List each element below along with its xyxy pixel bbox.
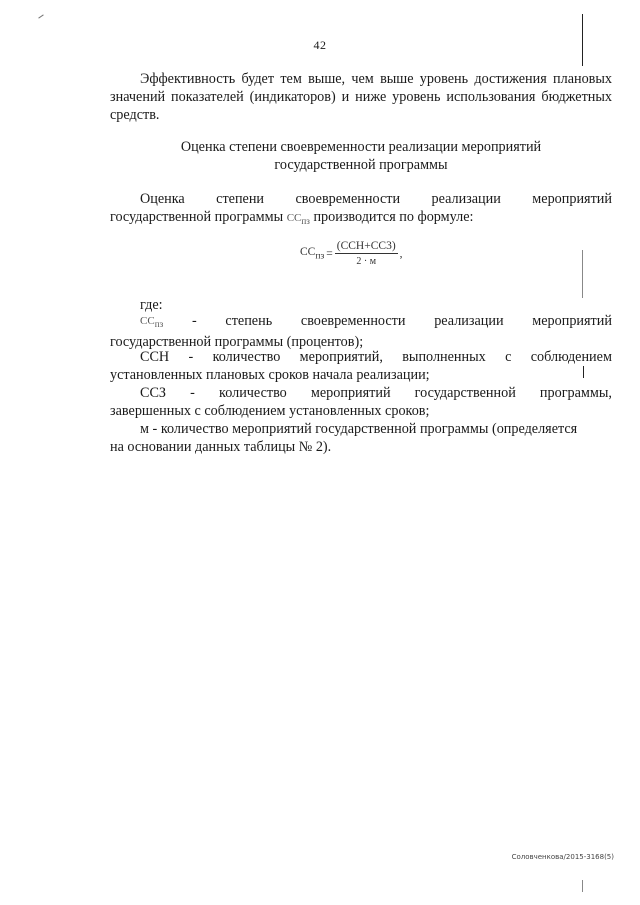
definition-dash: - — [190, 385, 195, 401]
formula-equals: = — [326, 247, 333, 260]
footer-stamp: Соловченкова/2015-3168(5) — [511, 853, 614, 861]
formula — [300, 240, 403, 267]
definition-ccn — [110, 348, 612, 384]
word: количество — [219, 385, 287, 401]
word: степени — [216, 191, 265, 207]
definition-ccn-row1 — [110, 348, 612, 366]
definition-cc — [110, 312, 612, 351]
word: программы, — [539, 385, 612, 401]
definition-symbol: м — [140, 421, 149, 437]
definition-m-row2: на основании данных таблицы № 2). — [110, 439, 332, 455]
word: реализации — [434, 313, 504, 329]
where-label: где: — [140, 297, 163, 313]
paragraph-formula-intro-row2 — [110, 208, 612, 230]
word: мероприятий, — [299, 349, 383, 365]
word: своевременности — [295, 191, 401, 207]
paragraph-efficiency: Эффективность будет тем выше, чем выше уровень достижения плановых значений показателей (индикаторов) и ниже уровень использования бюджетных средств. — [110, 71, 612, 123]
word: количество — [212, 349, 281, 365]
section-heading-line2: государственной программы — [274, 157, 448, 173]
definition-ccz — [110, 384, 612, 420]
word: соблюдением — [530, 349, 612, 365]
word: реализации — [431, 191, 501, 207]
word: выполненных — [402, 349, 486, 365]
word: с — [505, 349, 512, 365]
scan-edge-line-mid — [582, 250, 583, 298]
word: степень — [225, 313, 273, 329]
symbol-cc — [286, 212, 310, 227]
text-fragment: государственной программы — [110, 209, 284, 225]
definition-cc-row1 — [110, 312, 612, 333]
word: мероприятий — [532, 191, 612, 207]
definition-dash: - — [191, 313, 197, 329]
definition-dash: - — [188, 349, 194, 365]
word: государственной — [414, 385, 516, 401]
definition-ccn-row2: установленных плановых сроков начала реализации; — [110, 367, 430, 383]
section-heading — [110, 138, 612, 174]
definition-ccz-row2: завершенных с соблюдением установленных сроков; — [110, 403, 430, 419]
word: своевременности — [300, 313, 406, 329]
definition-m — [110, 420, 612, 456]
definition-symbol: ССЗ — [140, 385, 167, 401]
word: Оценка — [140, 191, 185, 207]
formula-denominator: 2 · м — [356, 256, 377, 267]
definition-symbol-sub: пз — [154, 319, 164, 330]
definition-m-row1 — [110, 420, 612, 438]
formula-tail: , — [399, 247, 403, 260]
symbol-cc-main: CC — [286, 212, 302, 224]
formula-lhs-sub: пз — [315, 250, 325, 262]
paragraph-formula-intro-row1 — [110, 190, 612, 208]
definition-dash: - — [152, 421, 158, 437]
definition-cc-row2: государственной программы (процентов); — [110, 334, 364, 351]
definition-symbol-main: CC — [140, 315, 155, 327]
definition-symbol — [140, 312, 163, 333]
word: мероприятий — [310, 385, 391, 401]
definition-text: количество мероприятий государственной программы (определяется — [160, 421, 578, 437]
paragraph-formula-intro — [110, 190, 612, 230]
definition-ccz-row1 — [110, 384, 612, 402]
word: мероприятий — [532, 313, 612, 329]
definition-symbol: ССН — [140, 349, 170, 365]
text-fragment: производится по формуле: — [313, 209, 474, 225]
scan-speck — [38, 14, 43, 18]
page-number: 42 — [313, 38, 327, 52]
symbol-cc-sub: пз — [301, 216, 310, 227]
formula-fraction — [335, 240, 398, 267]
formula-lhs-main: CC — [300, 245, 316, 258]
formula-numerator: (CCH+CC3) — [336, 240, 396, 252]
formula-lhs — [300, 246, 324, 261]
section-heading-line1: Оценка степени своевременности реализации мероприятий — [180, 139, 542, 155]
scan-edge-line-bottom — [582, 880, 583, 892]
